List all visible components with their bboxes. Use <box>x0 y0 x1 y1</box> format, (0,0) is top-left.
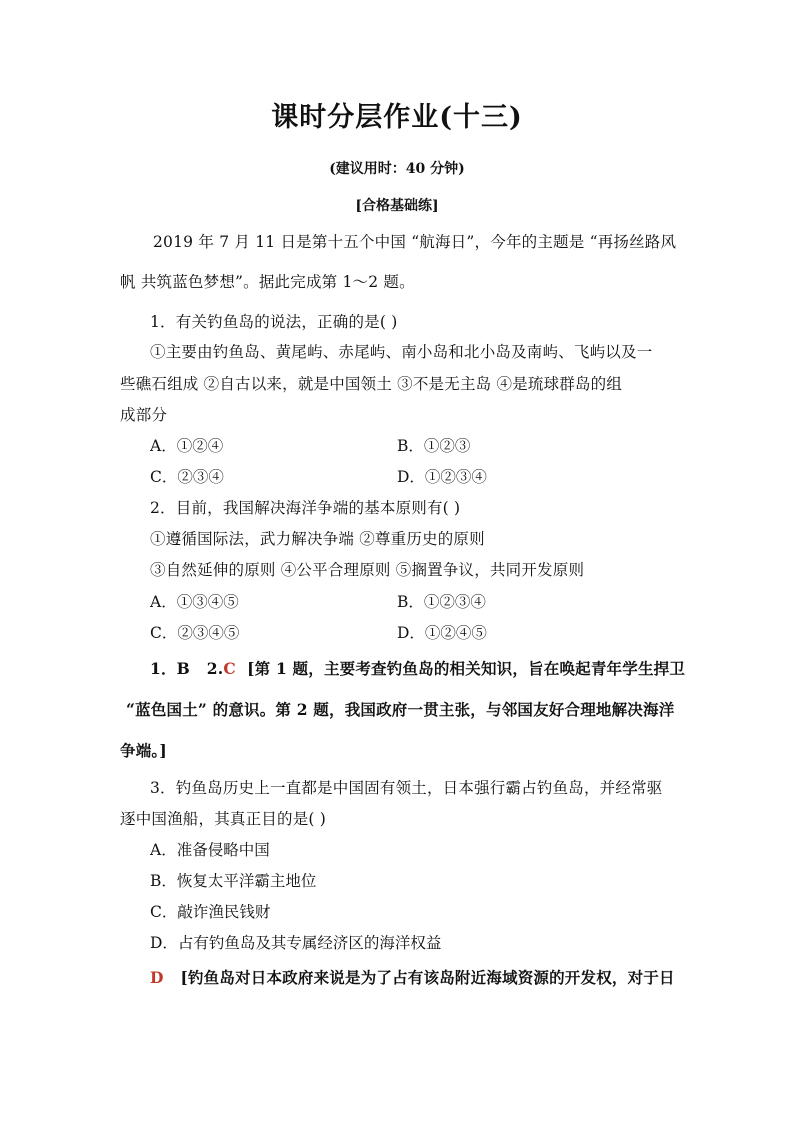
question-3-option-b: B．恢复太平洋霸主地位 <box>150 872 317 890</box>
question-2-body-line-2: ③自然延伸的原则 ④公平合理原则 ⑤搁置争议，共同开发原则 <box>150 561 585 579</box>
answer-3-line-1 <box>150 966 675 988</box>
question-2-body-line-1: ①遵循国际法，武力解决争端 ②尊重历史的原则 <box>150 530 485 548</box>
answer-3-letter: D <box>150 968 164 987</box>
answer-2-number: 2. <box>206 659 224 678</box>
question-1-option-d: D．①②③④ <box>397 468 487 486</box>
answer-1-2-explanation-line-1: [第 1 题，主要考查钓鱼岛的相关知识，旨在唤起青年学生捍卫 <box>247 659 686 678</box>
answer-1-2-line-1 <box>150 657 685 679</box>
question-3-stem-line-1: 3．钓鱼岛历史上一直都是中国固有领土，日本强行霸占钓鱼岛，并经常驱 <box>150 779 663 797</box>
answer-2-letter: C <box>223 659 236 678</box>
question-2-option-a: A．①③④⑤ <box>150 593 239 611</box>
section-heading: [合格基础练] <box>355 198 439 214</box>
question-1-option-b: B．①②③ <box>397 437 471 455</box>
question-1-body-line-1: ①主要由钓鱼岛、黄尾屿、赤尾屿、南小岛和北小岛及南屿、飞屿以及一 <box>150 343 653 361</box>
question-3-option-d: D．占有钓鱼岛及其专属经济区的海洋权益 <box>150 934 442 952</box>
intro-line-2: 帆 共筑蓝色梦想”。据此完成第 1～2 题。 <box>120 273 415 291</box>
answer-1-2-explanation-line-2: “蓝色国土” 的意识。第 2 题，我国政府一贯主张，与邻国友好合理地解决海洋 <box>126 700 675 719</box>
page-title: 课时分层作业(十三) <box>271 102 523 133</box>
question-1-stem: 1．有关钓鱼岛的说法，正确的是( ) <box>150 313 398 331</box>
question-2-option-b: B．①②③④ <box>397 593 486 611</box>
question-2-option-d: D．①②④⑤ <box>397 624 487 642</box>
question-3-option-a: A．准备侵略中国 <box>150 841 270 859</box>
answer-1: 1．B <box>150 659 190 678</box>
question-2-stem: 2．目前，我国解决海洋争端的基本原则有( ) <box>150 499 461 517</box>
question-3-option-c: C．敲诈渔民钱财 <box>150 903 271 921</box>
question-1-body-line-3: 成部分 <box>120 406 168 424</box>
intro-line-1: 2019 年 7 月 11 日是第十五个中国 “航海日”，今年的主题是 “再扬丝路风 <box>153 233 677 251</box>
question-1-option-c: C．②③④ <box>150 468 224 486</box>
question-3-stem-line-2: 逐中国渔船，其真正目的是( ) <box>120 810 327 828</box>
answer-3-explanation-line-1: [钓鱼岛对日本政府来说是为了占有该岛附近海域资源的开发权，对于日 <box>180 968 675 987</box>
question-1-body-line-2: 些礁石组成 ②自古以来，就是中国领土 ③不是无主岛 ④是琉球群岛的组 <box>120 375 623 393</box>
answer-1-2-explanation-line-3: 争端。] <box>120 741 167 760</box>
suggested-time: (建议用时：40 分钟) <box>329 161 465 177</box>
question-1-option-a: A．①②④ <box>150 437 224 455</box>
question-2-option-c: C．②③④⑤ <box>150 624 240 642</box>
